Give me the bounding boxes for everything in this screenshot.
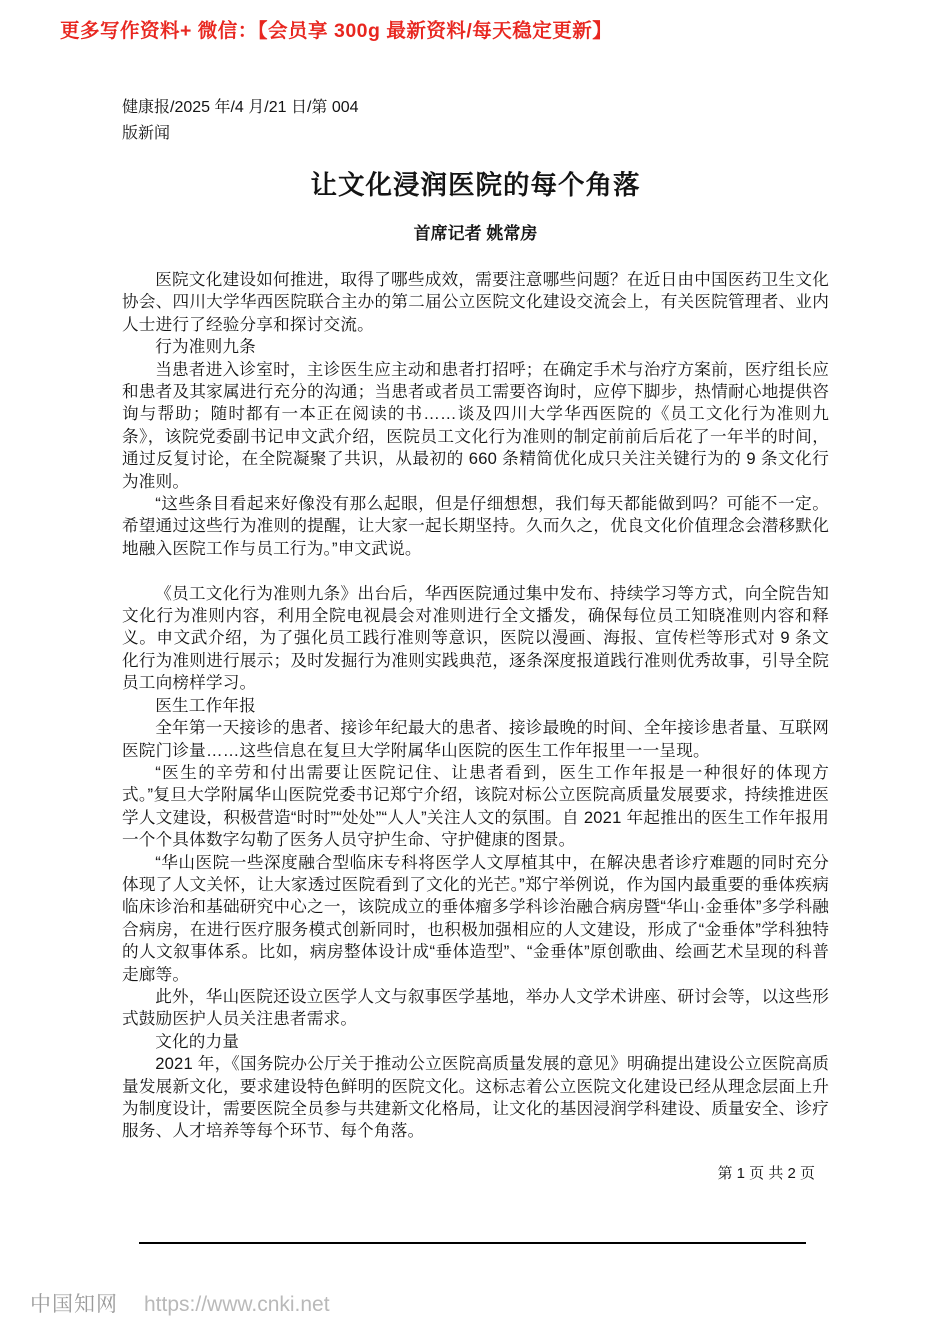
body-paragraph: “这些条目看起来好像没有那么起眼，但是仔细想想，我们每天都能做到吗？可能不一定。希望通过这些行为准则的提醒，让大家一起长期坚持。久而久之，优良文化价值理念会潜移默化地融入医院工作与员工行为。”申文武说。 <box>122 494 829 558</box>
article-body <box>122 269 829 1143</box>
cnki-footer <box>30 1288 330 1318</box>
source-line-1: 健康报/2025 年/4 月/21 日/第 004 <box>122 99 359 116</box>
body-paragraph: 当患者进入诊室时，主诊医生应主动和患者打招呼；在确定手术与治疗方案前，医疗组长应和患者及其家属进行充分的沟通；当患者或者员工需要咨询时，应停下脚步，热情耐心地提供咨询与帮助；随时都有一本正在阅读的书……谈及四川大学华西医院的《员工文化行为准则九条》，该院党委副书记申文武介绍，医院员工文化行为准则的制定前前后后花了一年半的时间，通过反复讨论，在全院凝聚了共识，从最初的 660 条精简优化成只关注关键行为的 9 条文化行为准则。 <box>122 359 829 491</box>
body-paragraph: 2021 年，《国务院办公厅关于推动公立医院高质量发展的意见》明确提出建设公立医院高质量发展新文化，要求建设特色鲜明的医院文化。这标志着公立医院文化建设已经从理念层面上升为制度设计，需要医院全员参与共建新文化格局，让文化的基因浸润学科建设、质量安全、诊疗服务、人才培养等每个环节、每个角落。 <box>122 1054 829 1141</box>
article-content <box>122 95 829 1183</box>
footer-divider-line <box>139 1242 806 1244</box>
body-paragraph: “华山医院一些深度融合型临床专科将医学人文厚植其中，在解决患者诊疗难题的同时充分体现了人文关怀，让大家透过医院看到了文化的光芒。”郑宁举例说，作为国内最重要的垂体疾病临床诊治和基础研究中心之一，该院成立的垂体瘤多学科诊治融合病房暨“华山·金垂体”多学科融合病房，在进行医疗服务模式创新同时，也积极加强相应的人文建设，形成了“金垂体”学科独特的人文叙事体系。比如，病房整体设计成“垂体造型”、“金垂体”原创歌曲、绘画艺术呈现的科普走廊等。 <box>122 852 829 984</box>
section-heading: 医生工作年报 <box>155 695 256 715</box>
body-paragraph: 全年第一天接诊的患者、接诊年纪最大的患者、接诊最晚的时间、全年接诊患者量、互联网医院门诊量……这些信息在复旦大学附属华山医院的医生工作年报里一一呈现。 <box>122 718 829 760</box>
body-paragraph: “医生的辛劳和付出需要让医院记住、让患者看到，医生工作年报是一种很好的体现方式。”复旦大学附属华山医院党委书记郑宁介绍，该院对标公立医院高质量发展要求，持续推进医学人文建设，积极营造“时时”“处处”“人人”关注人文的氛围。自 2021 年起推出的医生工作年报用一个个具体数字勾勒了医务人员守护生命、守护健康的图景。 <box>122 762 829 850</box>
article-byline: 首席记者 姚常房 <box>413 224 538 243</box>
article-title: 让文化浸润医院的每个角落 <box>310 170 641 200</box>
body-paragraph: 《员工文化行为准则九条》出台后，华西医院通过集中发布、持续学习等方式，向全院告知文化行为准则内容，利用全院电视晨会对准则进行全文播发，确保每位员工知晓准则内容和释义。申文武介绍，为了强化员工践行准则等意识，医院以漫画、海报、宣传栏等形式对 9 条文化行为准则进行展示；及时发掘行为准则实践典范，逐条深度报道践行准则优秀故事，引导全院员工向榜样学习。 <box>122 583 829 693</box>
section-heading: 文化的力量 <box>155 1031 240 1051</box>
page-indicator: 第 1 页 共 2 页 <box>717 1164 815 1182</box>
promo-banner-text: 更多写作资料+ 微信：【会员享 300g 最新资料/每天稳定更新】 <box>60 20 613 42</box>
section-heading: 行为准则九条 <box>155 337 256 357</box>
cnki-url-link[interactable]: https://www.cnki.net <box>144 1293 330 1316</box>
source-line-2: 版新闻 <box>122 125 171 142</box>
paragraph-spacer <box>122 560 829 582</box>
cnki-watermark-logo: 中国知网 <box>30 1293 118 1316</box>
publication-source <box>122 95 829 147</box>
body-paragraph: 此外，华山医院还设立医学人文与叙事医学基地，举办人文学术讲座、研讨会等，以这些形式鼓励医护人员关注患者需求。 <box>122 986 829 1029</box>
body-paragraph: 医院文化建设如何推进，取得了哪些成效，需要注意哪些问题？在近日由中国医药卫生文化协会、四川大学华西医院联合主办的第二届公立医院文化建设交流会上，有关医院管理者、业内人士进行了经验分享和探讨交流。 <box>122 270 829 334</box>
